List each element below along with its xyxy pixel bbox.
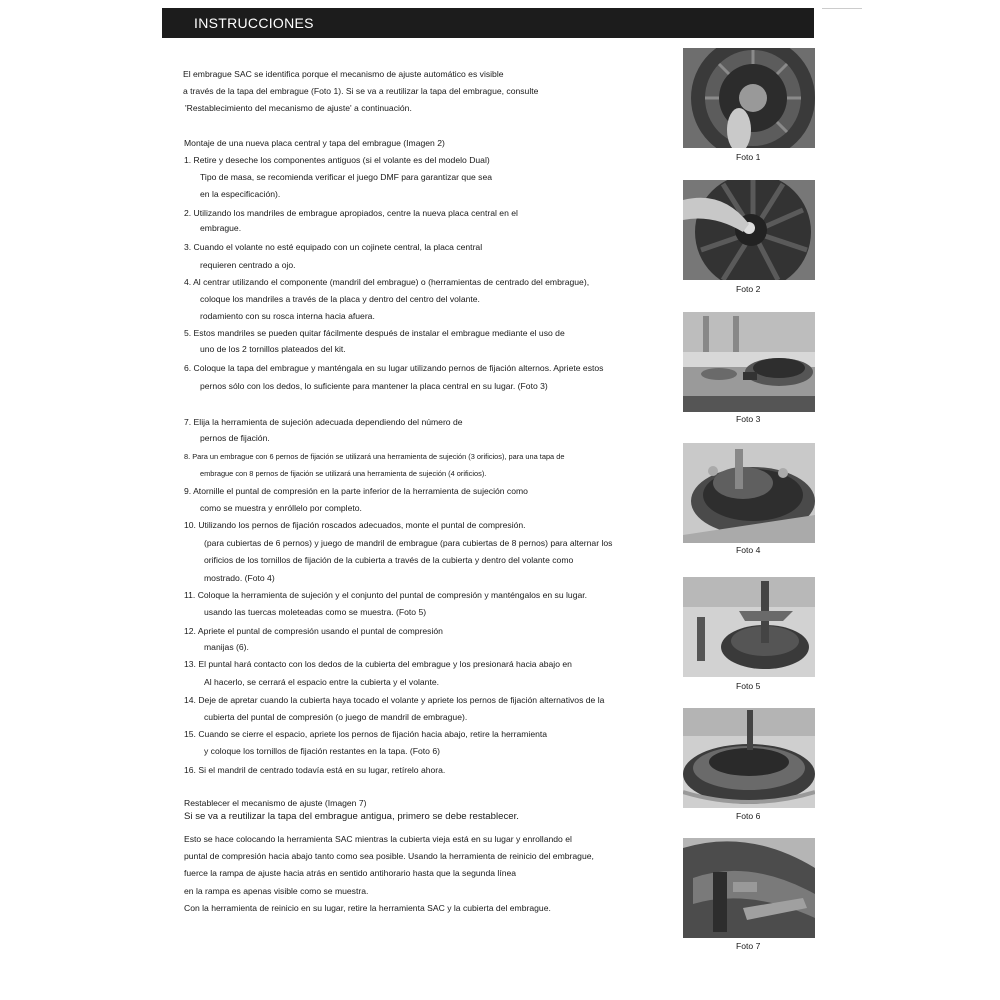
step-line: como se muestra y enróllelo por completo.	[200, 503, 362, 513]
step-line: usando las tuercas moleteadas como se muestra. (Foto 5)	[204, 607, 427, 617]
paragraph-line: Esto se hace colocando la herramienta SAC mientras la cubierta vieja está en su lugar y enrollando el	[184, 834, 572, 844]
paragraph-line: Con la herramienta de reinicio en su lugar, retire la herramienta SAC y la cubierta del embrague.	[184, 903, 551, 913]
paragraph-line: en la rampa es apenas visible como se muestra.	[184, 886, 369, 896]
step-line: 11. Coloque la herramienta de sujeción y el conjunto del puntal de compresión y manténgalos en su lugar.	[184, 590, 588, 600]
step-line: 7. Elija la herramienta de sujeción adecuada dependiendo del número de	[184, 417, 463, 427]
step-line: Tipo de masa, se recomienda verificar el juego DMF para garantizar que sea	[200, 172, 493, 182]
step-line: requieren centrado a ojo.	[200, 260, 296, 270]
section-heading: Montaje de una nueva placa central y tapa del embrague (Imagen 2)	[184, 138, 445, 148]
step-line: mostrado. (Foto 4)	[204, 573, 275, 583]
step-line: uno de los 2 tornillos plateados del kit.	[200, 344, 346, 354]
step-line: 10. Utilizando los pernos de fijación roscados adecuados, monte el puntal de compresión.	[184, 520, 526, 530]
photo-3	[683, 312, 815, 412]
step-line: 3. Cuando el volante no esté equipado con un cojinete central, la placa central	[184, 242, 483, 252]
photo-4	[683, 443, 815, 543]
section-heading: Restablecer el mecanismo de ajuste (Imagen 7)	[184, 798, 367, 808]
step-line: orificios de los tornillos de fijación de la cubierta a través de la cubierta y dentro del volante como	[204, 555, 574, 565]
step-line: 8. Para un embrague con 6 pernos de fijación se utilizará una herramienta de sujeción (3 orificios), para una tapa de	[184, 452, 565, 461]
divider	[822, 8, 862, 9]
step-line: Al hacerlo, se cerrará el espacio entre la cubierta y el volante.	[204, 677, 440, 687]
step-line: 14. Deje de apretar cuando la cubierta haya tocado el volante y apriete los pernos de fijación alternativos de la	[184, 695, 605, 705]
step-line: pernos sólo con los dedos, lo suficiente para mantener la placa central en su lugar. (Foto 3)	[200, 381, 548, 391]
step-line: 5. Estos mandriles se pueden quitar fácilmente después de instalar el embrague mediante el uso de	[184, 328, 565, 338]
step-line: 15. Cuando se cierre el espacio, apriete los pernos de fijación hacia abajo, retire la herramienta	[184, 729, 548, 739]
photo-6	[683, 708, 815, 808]
step-line: 16. Si el mandril de centrado todavía está en su lugar, retírelo ahora.	[184, 765, 446, 775]
step-line: coloque los mandriles a través de la placa y dentro del centro del volante.	[200, 294, 480, 304]
step-line: embrague con 8 pernos de fijación se utilizará una herramienta de sujeción (4 orificios).	[200, 469, 487, 478]
intro-line: 'Restablecimiento del mecanismo de ajuste' a continuación.	[185, 103, 412, 113]
step-line: 4. Al centrar utilizando el componente (mandril del embrague) o (herramientas de centrado del embrague),	[184, 277, 590, 287]
photo-caption: Foto 1	[736, 152, 761, 162]
step-line: en la especificación).	[200, 189, 281, 199]
photo-caption: Foto 5	[736, 681, 761, 691]
photo-caption: Foto 6	[736, 811, 761, 821]
step-line: 9. Atornille el puntal de compresión en la parte inferior de la herramienta de sujeción como	[184, 486, 528, 496]
photo-7	[683, 838, 815, 938]
paragraph-line: fuerce la rampa de ajuste hacia atrás en sentido antihorario hasta que la segunda línea	[184, 868, 517, 878]
intro-line: El embrague SAC se identifica porque el mecanismo de ajuste automático es visible	[183, 69, 504, 79]
step-line: rodamiento con su rosca interna hacia afuera.	[200, 311, 375, 321]
photo-caption: Foto 2	[736, 284, 761, 294]
intro-line: a través de la tapa del embrague (Foto 1). Si se va a reutilizar la tapa del embrague, consulte	[183, 86, 539, 96]
step-line: manijas (6).	[204, 642, 249, 652]
header-bar	[162, 8, 814, 38]
step-line: (para cubiertas de 6 pernos) y juego de mandril de embrague (para cubiertas de 8 pernos) para alternar los	[204, 538, 613, 548]
photo-5	[683, 577, 815, 677]
step-line: 6. Coloque la tapa del embrague y manténgala en su lugar utilizando pernos de fijación alternos. Apriete estos	[184, 363, 604, 373]
photo-1	[683, 48, 815, 148]
step-line: 2. Utilizando los mandriles de embrague apropiados, centre la nueva placa central en el	[184, 208, 518, 218]
step-line: cubierta del puntal de compresión (o juego de mandril de embrague).	[204, 712, 468, 722]
photo-caption: Foto 3	[736, 414, 761, 424]
photo-2	[683, 180, 815, 280]
step-line: embrague.	[200, 223, 242, 233]
step-line: y coloque los tornillos de fijación restantes en la tapa. (Foto 6)	[204, 746, 440, 756]
photo-caption: Foto 4	[736, 545, 761, 555]
step-line: 12. Apriete el puntal de compresión usando el puntal de compresión	[184, 626, 443, 636]
paragraph-line: puntal de compresión hacia abajo tanto como sea posible. Usando la herramienta de reinicio del embrague,	[184, 851, 594, 861]
step-line: 1. Retire y deseche los componentes antiguos (si el volante es del modelo Dual)	[184, 155, 490, 165]
step-line: 13. El puntal hará contacto con los dedos de la cubierta del embrague y los presionará hacia abajo en	[184, 659, 572, 669]
page-title: INSTRUCCIONES	[194, 15, 314, 31]
section-subheading: Si se va a reutilizar la tapa del embrague antigua, primero se debe restablecer.	[184, 811, 519, 822]
step-line: pernos de fijación.	[200, 433, 270, 443]
photo-caption: Foto 7	[736, 941, 761, 951]
